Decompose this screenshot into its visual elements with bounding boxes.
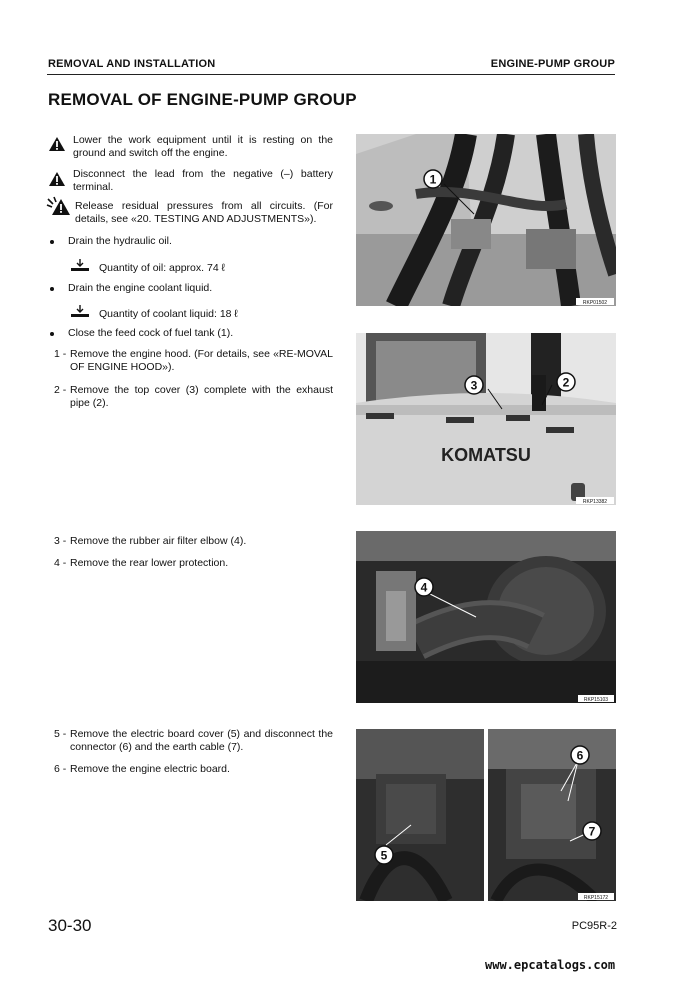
brand-logo: KOMATSU [441,445,531,465]
step-text: Remove the top cover (3) complete with the exhaust pipe (2). [70,384,333,409]
quantity-oil: Quantity of oil: approx. 74 ℓ [99,262,225,274]
step-text: Remove the rubber air filter elbow (4). [70,535,247,547]
header-rule [47,74,615,75]
photo-code: RKP13382 [582,499,608,505]
warning-triangle-icon [48,136,66,152]
photo-electric-board [356,729,616,901]
bullet-drain-oil: Drain the hydraulic oil. [68,235,172,247]
warning-triangle-icon [48,171,66,187]
warning-text-2: Disconnect the lead from the negative (–) battery terminal. [73,168,333,193]
quantity-icon [70,258,90,272]
pressure-warning-icon [46,196,72,216]
quantity-icon [70,304,90,318]
section-header: REMOVAL AND INSTALLATION [48,58,216,70]
step-number: 1 - [54,348,67,360]
bullet-dot [50,332,54,336]
page-title: REMOVAL OF ENGINE-PUMP GROUP [48,90,357,109]
group-header: ENGINE-PUMP GROUP [490,58,615,70]
photo-fuel-cock [356,134,616,306]
step-text: Remove the engine hood. (For details, see «RE-MOVAL OF ENGINE HOOD»). [70,348,333,373]
callout-5: 5 [380,848,388,863]
quantity-coolant: Quantity of coolant liquid: 18 ℓ [99,308,238,320]
callout-1: 1 [429,172,437,187]
callout-4: 4 [420,580,428,595]
step-number: 6 - [54,763,67,775]
photo-code: RKP15172 [583,895,609,901]
callout-6: 6 [576,748,584,763]
bullet-dot [50,287,54,291]
step-text: Remove the engine electric board. [70,763,230,775]
callout-3: 3 [470,378,478,393]
model-code: PC95R-2 [571,920,617,932]
bullet-dot [50,240,54,244]
photo-air-filter [356,531,616,703]
warning-text-3: Release residual pressures from all circuits. (For details, see «20. TESTING AND ADJUSTMENTS»). [75,200,333,225]
photo-code: RKP01502 [582,300,608,306]
page-number: 30-30 [48,916,92,935]
callout-2: 2 [562,375,570,390]
callout-7: 7 [588,824,596,839]
step-text: Remove the electric board cover (5) and disconnect the connector (6) and the earth cable (7). [70,728,333,753]
step-number: 4 - [54,557,67,569]
step-number: 2 - [54,384,67,396]
photo-top-cover [356,333,616,505]
bullet-fuel-cock: Close the feed cock of fuel tank (1). [68,327,234,339]
watermark-link[interactable]: www.epcatalogs.com [485,958,616,972]
step-number: 3 - [54,535,67,547]
step-text: Remove the rear lower protection. [70,557,229,569]
warning-text-1: Lower the work equipment until it is resting on the ground and switch off the engine. [73,134,333,159]
bullet-drain-coolant: Drain the engine coolant liquid. [68,282,213,294]
photo-code: RKP15103 [583,697,609,703]
step-number: 5 - [54,728,67,740]
